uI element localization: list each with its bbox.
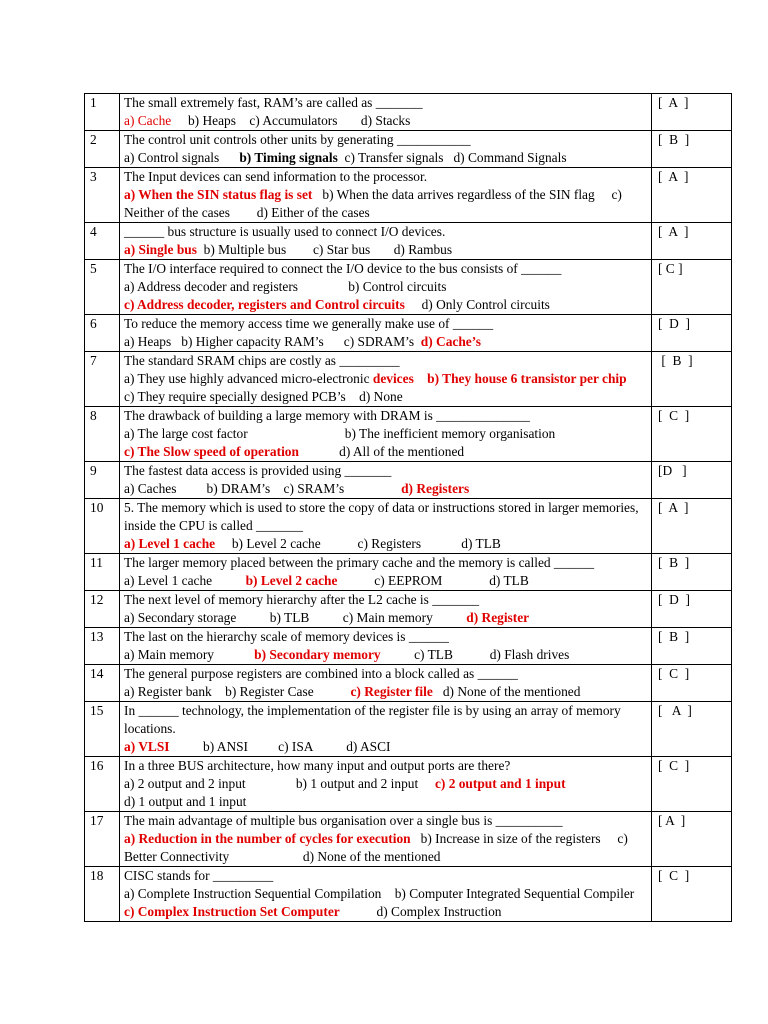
question-table-body bbox=[85, 94, 732, 922]
question-text: The Input devices can send information to the processor. bbox=[124, 169, 428, 184]
answer-option: a) They use highly advanced micro-electronic bbox=[124, 371, 373, 386]
answer-option: d) None of the mentioned bbox=[432, 684, 581, 699]
question-row bbox=[85, 554, 732, 591]
question-row bbox=[85, 131, 732, 168]
question-text: The control unit controls other units by generating ___________ bbox=[124, 132, 471, 147]
correct-answer-option: d) Cache’s bbox=[420, 334, 481, 349]
answer-option: b) Timing signals bbox=[239, 150, 338, 165]
question-row bbox=[85, 315, 732, 352]
correct-answer-option: a) When the SIN status flag is set bbox=[124, 187, 313, 202]
question-number: 7 bbox=[85, 352, 120, 407]
question-number: 10 bbox=[85, 499, 120, 554]
question-cell bbox=[120, 462, 652, 499]
question-cell bbox=[120, 131, 652, 168]
correct-answer-option: b) Level 2 cache bbox=[245, 573, 338, 588]
answer-option: a) Complete Instruction Sequential Compilation b) Computer Integrated Sequential Compiler bbox=[124, 886, 665, 901]
answer-option: b) Heaps c) Accumulators d) Stacks bbox=[171, 113, 411, 128]
question-text: The fastest data access is provided using _______ bbox=[124, 463, 392, 478]
answer-key: [ C ] bbox=[652, 407, 732, 462]
answer-option: a) Register bank b) Register Case bbox=[124, 684, 351, 699]
answer-option: c) Transfer signals d) Command Signals bbox=[337, 150, 567, 165]
answer-options bbox=[124, 609, 647, 627]
question-text: In a three BUS architecture, how many input and output ports are there? bbox=[124, 758, 511, 773]
answer-option: b) ANSI c) ISA d) ASCI bbox=[169, 739, 391, 754]
question-cell bbox=[120, 94, 652, 131]
answer-option: b) Increase in size of the registers c) Better Connectivity d) None of the mentioned bbox=[124, 831, 632, 864]
question-number: 3 bbox=[85, 168, 120, 223]
answer-key: [ A ] bbox=[652, 812, 732, 867]
answer-options bbox=[124, 480, 647, 498]
question-cell bbox=[120, 702, 652, 757]
question-text: In ______ technology, the implementation of the register file is by using an array of memory locations. bbox=[124, 703, 621, 736]
question-text: ______ bus structure is usually used to connect I/O devices. bbox=[124, 224, 446, 239]
correct-answer-option: c) Register file bbox=[350, 684, 433, 699]
answer-options bbox=[124, 425, 647, 461]
answer-options bbox=[124, 775, 647, 811]
question-row bbox=[85, 462, 732, 499]
correct-answer-option: a) Reduction in the number of cycles for execution bbox=[124, 831, 411, 846]
question-cell bbox=[120, 757, 652, 812]
answer-option: a) Heaps b) Higher capacity RAM’s c) SDRAM’s bbox=[124, 334, 421, 349]
question-cell bbox=[120, 260, 652, 315]
question-row bbox=[85, 702, 732, 757]
correct-answer-option: c) Address decoder, registers and Control circuits bbox=[124, 297, 405, 312]
answer-options bbox=[124, 370, 647, 406]
correct-answer-option: d) Registers bbox=[401, 481, 470, 496]
answer-key: [ A ] bbox=[652, 94, 732, 131]
question-number: 8 bbox=[85, 407, 120, 462]
question-row bbox=[85, 757, 732, 812]
question-number: 13 bbox=[85, 628, 120, 665]
question-text: CISC stands for _________ bbox=[124, 868, 274, 883]
answer-options bbox=[124, 186, 647, 222]
answer-options bbox=[124, 333, 647, 351]
answer-key: [ C ] bbox=[652, 867, 732, 922]
answer-key: [ B ] bbox=[652, 628, 732, 665]
answer-option: d) Only Control circuits bbox=[404, 297, 550, 312]
question-text: The small extremely fast, RAM’s are called as _______ bbox=[124, 95, 423, 110]
question-number: 9 bbox=[85, 462, 120, 499]
question-text: The general purpose registers are combined into a block called as ______ bbox=[124, 666, 518, 681]
answer-option: a) Caches b) DRAM’s c) SRAM’s bbox=[124, 481, 402, 496]
question-number: 2 bbox=[85, 131, 120, 168]
answer-option: a) Control signals bbox=[124, 150, 240, 165]
correct-answer-option: a) Level 1 cache bbox=[124, 536, 216, 551]
question-row bbox=[85, 628, 732, 665]
answer-options bbox=[124, 149, 647, 167]
answer-option: b) When the data arrives regardless of the SIN flag c) Neither of the cases d) Either of the cases bbox=[124, 187, 626, 220]
question-number: 11 bbox=[85, 554, 120, 591]
answer-key: [ A ] bbox=[652, 499, 732, 554]
answer-option: a) 2 output and 2 input b) 1 output and 2 input bbox=[124, 776, 435, 791]
question-row bbox=[85, 407, 732, 462]
answer-option: c) They require specially designed PCB’s d) None bbox=[124, 371, 640, 404]
answer-option: a) Secondary storage b) TLB c) Main memory bbox=[124, 610, 467, 625]
question-row bbox=[85, 591, 732, 628]
answer-options bbox=[124, 535, 647, 553]
answer-options bbox=[124, 738, 647, 756]
correct-answer-option: a) Cache bbox=[124, 113, 172, 128]
question-row bbox=[85, 665, 732, 702]
question-cell bbox=[120, 628, 652, 665]
answer-option: d) Complex Instruction bbox=[339, 904, 502, 919]
answer-key: [ A ] bbox=[652, 168, 732, 223]
question-text: The drawback of building a large memory with DRAM is ______________ bbox=[124, 408, 530, 423]
question-number: 17 bbox=[85, 812, 120, 867]
question-row bbox=[85, 223, 732, 260]
answer-key: [ C ] bbox=[652, 665, 732, 702]
answer-options bbox=[124, 112, 647, 130]
answer-option: d) All of the mentioned bbox=[298, 444, 465, 459]
question-text: The main advantage of multiple bus organisation over a single bus is __________ bbox=[124, 813, 563, 828]
question-number: 16 bbox=[85, 757, 120, 812]
question-number: 5 bbox=[85, 260, 120, 315]
question-cell bbox=[120, 315, 652, 352]
answer-options bbox=[124, 572, 647, 590]
question-cell bbox=[120, 665, 652, 702]
answer-key: [ B ] bbox=[652, 131, 732, 168]
question-cell bbox=[120, 591, 652, 628]
answer-key: [ C ] bbox=[652, 757, 732, 812]
answer-key: [ D ] bbox=[652, 591, 732, 628]
question-text: The larger memory placed between the primary cache and the memory is called ______ bbox=[124, 555, 595, 570]
question-table bbox=[84, 93, 732, 922]
question-row bbox=[85, 812, 732, 867]
answer-key: [ B ] bbox=[652, 554, 732, 591]
correct-answer-option: devices b) They house 6 transistor per chip bbox=[372, 371, 627, 386]
question-cell bbox=[120, 867, 665, 922]
answer-options bbox=[124, 646, 647, 664]
question-text: 5. The memory which is used to store the copy of data or instructions stored in larger memories, inside the CPU is called _______ bbox=[124, 500, 639, 533]
correct-answer-option: b) Secondary memory bbox=[254, 647, 381, 662]
question-number: 14 bbox=[85, 665, 120, 702]
question-number: 15 bbox=[85, 702, 120, 757]
answer-key: [ A ] bbox=[652, 702, 732, 757]
question-cell bbox=[120, 407, 652, 462]
answer-option: b) Multiple bus c) Star bus d) Rambus bbox=[196, 242, 453, 257]
question-text: The standard SRAM chips are costly as _________ bbox=[124, 353, 400, 368]
answer-options bbox=[124, 885, 665, 921]
answer-key: [ D ] bbox=[652, 315, 732, 352]
correct-answer-option: d) Register bbox=[466, 610, 530, 625]
answer-option: b) Level 2 cache c) Registers d) TLB bbox=[215, 536, 501, 551]
answer-options bbox=[124, 241, 647, 259]
answer-option: d) 1 output and 1 input bbox=[124, 794, 247, 809]
question-row bbox=[85, 352, 732, 407]
question-row bbox=[85, 94, 732, 131]
question-row bbox=[85, 499, 732, 554]
question-number: 1 bbox=[85, 94, 120, 131]
correct-answer-option: c) Complex Instruction Set Computer bbox=[124, 904, 340, 919]
answer-option: a) Address decoder and registers b) Control circuits bbox=[124, 279, 447, 294]
answer-key: [D ] bbox=[652, 462, 732, 499]
question-number: 4 bbox=[85, 223, 120, 260]
question-row bbox=[85, 260, 732, 315]
answer-key: [ A ] bbox=[652, 223, 732, 260]
question-text: The last on the hierarchy scale of memory devices is ______ bbox=[124, 629, 449, 644]
question-number: 6 bbox=[85, 315, 120, 352]
answer-key: [ B ] bbox=[652, 352, 732, 407]
question-row bbox=[85, 168, 732, 223]
answer-key: [ C ] bbox=[652, 260, 732, 315]
answer-options bbox=[124, 683, 647, 701]
mcq-answer-table bbox=[84, 93, 732, 922]
question-text: To reduce the memory access time we generally make use of ______ bbox=[124, 316, 494, 331]
question-cell bbox=[120, 168, 652, 223]
answer-options bbox=[124, 830, 647, 866]
correct-answer-option: a) Single bus bbox=[124, 242, 197, 257]
question-row bbox=[85, 867, 732, 922]
question-text: The next level of memory hierarchy after the L2 cache is _______ bbox=[124, 592, 480, 607]
question-cell bbox=[120, 499, 652, 554]
correct-answer-option: a) VLSI bbox=[124, 739, 170, 754]
correct-answer-option: c) The Slow speed of operation bbox=[124, 444, 299, 459]
answer-option: c) TLB d) Flash drives bbox=[380, 647, 570, 662]
answer-option: a) The large cost factor b) The inefficient memory organisation bbox=[124, 426, 556, 441]
question-cell bbox=[120, 554, 652, 591]
question-text: The I/O interface required to connect the I/O device to the bus consists of ______ bbox=[124, 261, 562, 276]
question-cell bbox=[120, 352, 652, 407]
question-cell bbox=[120, 812, 652, 867]
answer-option: a) Main memory bbox=[124, 647, 255, 662]
answer-option: a) Level 1 cache bbox=[124, 573, 246, 588]
answer-options bbox=[124, 278, 647, 314]
question-number: 12 bbox=[85, 591, 120, 628]
answer-option: c) EEPROM d) TLB bbox=[337, 573, 529, 588]
question-number: 18 bbox=[85, 867, 120, 922]
question-cell bbox=[120, 223, 652, 260]
correct-answer-option: c) 2 output and 1 input bbox=[434, 776, 566, 791]
